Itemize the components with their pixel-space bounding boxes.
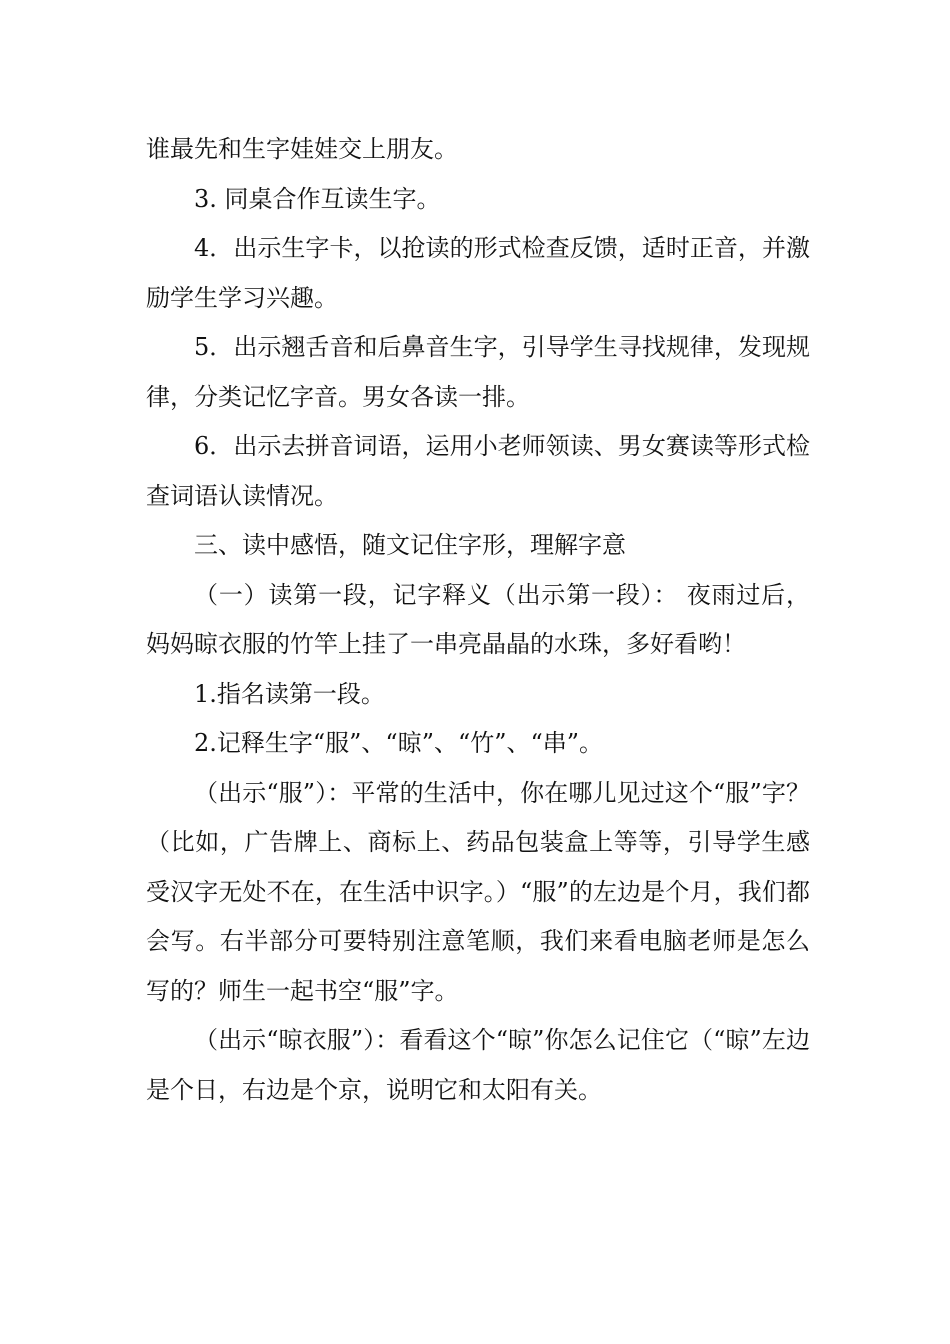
document-page — [146, 125, 810, 1115]
paragraph-fu-character: （出示“服”）：平常的生活中，你在哪儿见过这个“服”字？（比如，广告牌上、商标上、药品包装盒上等等，引导学生感受汉字无处不在，在生活中识字。）“服”的左边是个月，我们都会写。右半部分可要特别注意笔顺，我们来看电脑老师是怎么写的？师生一起书空“服”字。 — [146, 778, 810, 1005]
paragraph-step-6: 6．出示去拼音词语，运用小老师领读、男女赛读等形式检查词语认读情况。 — [146, 432, 810, 510]
paragraph-continuation: 谁最先和生字娃娃交上朋友。 — [146, 135, 458, 163]
section-heading-3: 三、读中感悟，随文记住字形，理解字意 — [194, 531, 626, 559]
paragraph-step-4: 4．出示生字卡，以抢读的形式检查反馈，适时正音，并激励学生学习兴趣。 — [146, 234, 810, 312]
paragraph-item-2: 2.记释生字“服”、“晾”、“竹”、“串”。 — [194, 729, 604, 757]
paragraph-step-5: 5．出示翘舌音和后鼻音生字，引导学生寻找规律，发现规律，分类记忆字音。男女各读一排。 — [146, 333, 810, 411]
paragraph-item-1: 1.指名读第一段。 — [194, 679, 385, 708]
paragraph-step-3: 3. 同桌合作互读生字。 — [194, 184, 441, 213]
paragraph-liang-character: （出示“晾衣服”）：看看这个“晾”你怎么记住它（“晾”左边是个日，右边是个京，说明它和太阳有关。 — [146, 1026, 810, 1104]
paragraph-part-1: （一）读第一段，记字释义（出示第一段）： 夜雨过后，妈妈晾衣服的竹竿上挂了一串亮晶晶的水珠，多好看哟！ — [146, 580, 810, 658]
